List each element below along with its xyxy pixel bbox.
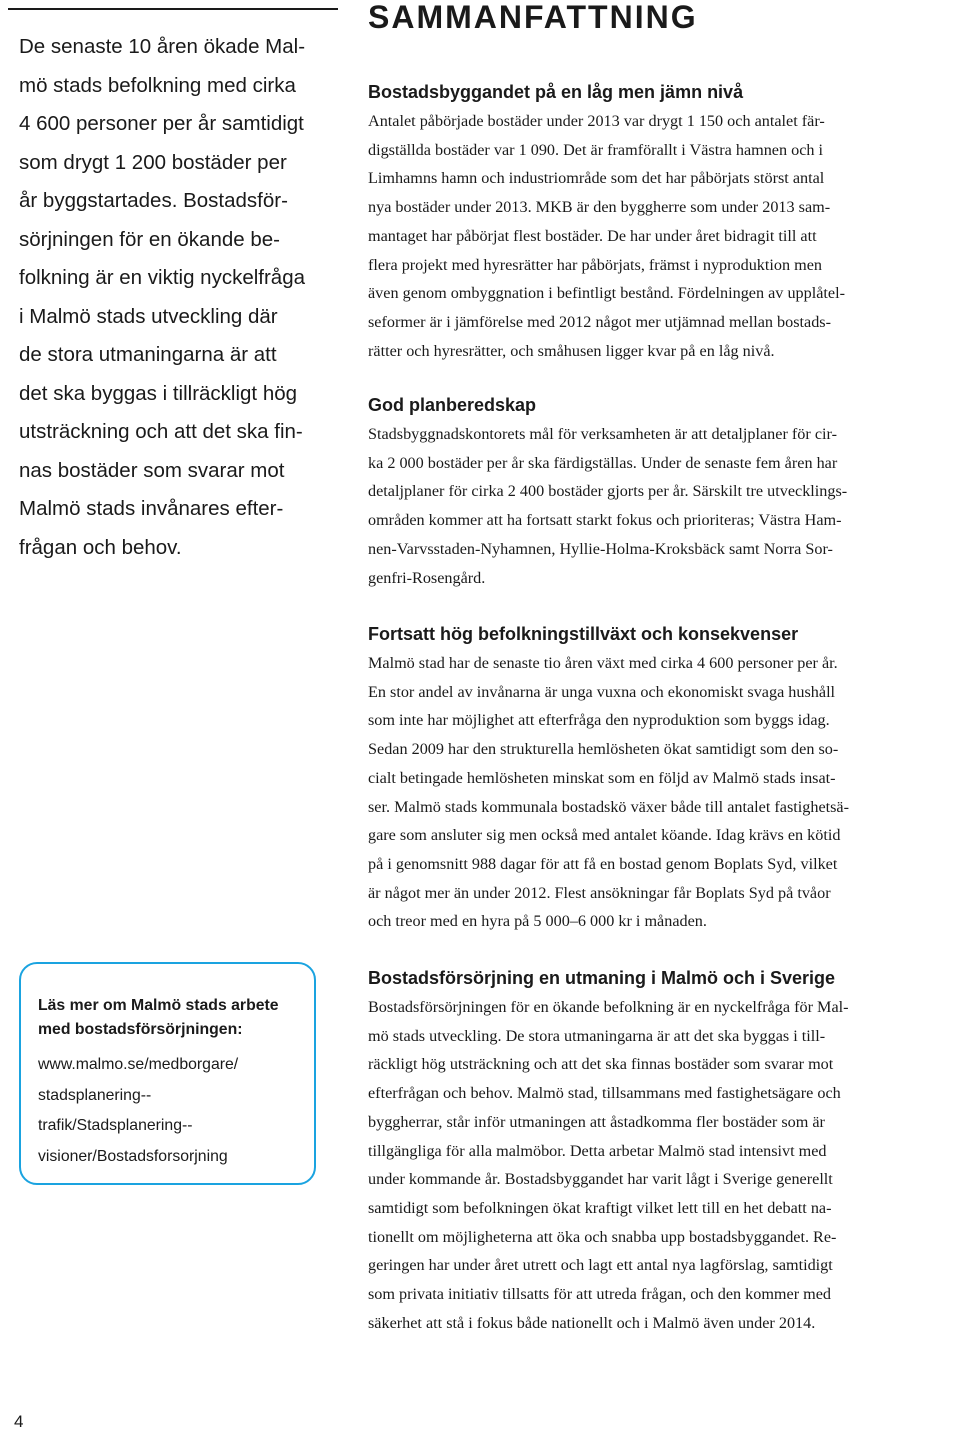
body-line: Limhamns hamn och industriområde som det har påbörjats störst antal xyxy=(368,169,825,188)
link-line[interactable]: stadsplanering-- xyxy=(38,1086,152,1104)
intro-line: Malmö stads invånares efter- xyxy=(19,497,284,520)
body-line: samtidigt som befolkningen ökat kraftigt vilket lett till en het debatt na- xyxy=(368,1198,832,1217)
page-number: 4 xyxy=(14,1412,24,1431)
body-line: nya bostäder under 2013. MKB är den byggherre som under 2013 sam- xyxy=(368,198,831,217)
body-line: Stadsbyggnadskontorets mål för verksamheten är att detaljplaner för cir- xyxy=(368,425,837,443)
body-line: seformer är i jämförelse med 2012 något mer utjämnad mellan bostads- xyxy=(368,312,831,331)
section-befolkningstillvaxt xyxy=(368,622,953,936)
body-line: detaljplaner för cirka 2 400 bostäder gjorts per år. Särskilt tre utvecklings- xyxy=(368,482,848,501)
body-line: tillgängliga för alla malmöbor. Detta arbetar Malmö stad intensivt med xyxy=(368,1141,827,1160)
body-line: räckligt hög utsträckning och att det ska finnas bostäder som svarar mot xyxy=(368,1055,834,1074)
body-line: ka 2 000 bostäder per år ska färdigställas. Under de senaste fem åren har xyxy=(368,453,838,472)
body-line: mantaget har påbörjat flest bostäder. De har under året bidragit till att xyxy=(368,226,817,245)
body-line: mö stads utveckling. De stora utmaningarna är att det ska byggas i till- xyxy=(368,1026,826,1045)
intro-line: de stora utmaningarna är att xyxy=(19,343,277,366)
body-line: Sedan 2009 har den strukturella hemlösheten ökat samtidigt som den so- xyxy=(368,740,839,759)
body-line: på i genomsnitt 988 dagar för att få en bostad genom Boplats Syd, vilket xyxy=(368,854,838,873)
read-more-title-line: med bostadsförsörjningen: xyxy=(38,1021,243,1038)
body-line: tionellt om möjligheterna att öka och snabba upp bostadsbyggandet. Re- xyxy=(368,1227,837,1246)
body-line: flera projekt med hyresrätter har påbörjats, främst i nyproduktion men xyxy=(368,255,823,274)
link-line[interactable]: visioner/Bostadsforsorjning xyxy=(38,1147,228,1165)
section-body xyxy=(368,993,953,1337)
section-title: Bostadsbyggandet på en låg men jämn nivå xyxy=(368,82,744,102)
page-title: SAMMANFATTNING xyxy=(368,0,698,35)
read-more-link[interactable] xyxy=(38,1050,300,1172)
body-line: rätter och hyresrätter, och småhusen ligger kvar på en låg nivå. xyxy=(368,341,775,360)
body-line: och treor med en hyra på 5 000–6 000 kr i månaden. xyxy=(368,912,707,931)
body-line: En stor andel av invånarna är unga vuxna och ekonomiskt svaga hushåll xyxy=(368,682,836,701)
top-rule xyxy=(8,8,338,10)
body-line: byggherrar, står inför utmaningen att åstadkomma fler bostäder som är xyxy=(368,1112,825,1131)
intro-line: det ska byggas i tillräckligt hög xyxy=(19,381,298,405)
body-line: som inte har möjlighet att efterfråga den nyproduktion som byggs idag. xyxy=(368,711,830,730)
intro-line: i Malmö stads utveckling där xyxy=(19,304,278,328)
intro-line: De senaste 10 åren ökade Mal- xyxy=(19,35,306,58)
intro-line: 4 600 personer per år samtidigt xyxy=(19,112,304,135)
section-title: God planberedskap xyxy=(368,395,537,415)
read-more-title xyxy=(38,994,300,1042)
section-body xyxy=(368,107,953,365)
body-line: cialt betingade hemlösheten minskat som en följd av Malmö stads insat- xyxy=(368,768,836,787)
intro-line: nas bostäder som svarar mot xyxy=(19,458,285,482)
body-line: är något mer än under 2012. Flest ansökningar får Boplats Syd på tvåor xyxy=(368,883,831,902)
body-line: som privata initiativ tillsatts för att utreda frågan, och den kommer med xyxy=(368,1285,832,1304)
section-title: Bostadsförsörjning en utmaning i Malmö och i Sverige xyxy=(368,968,836,988)
body-line: Antalet påbörjade bostäder under 2013 var drygt 1 150 och antalet fär- xyxy=(368,112,825,130)
body-line: även genom ombyggnation i befintligt bestånd. Fördelningen av upplåtel- xyxy=(368,284,845,303)
link-line[interactable]: trafik/Stadsplanering-- xyxy=(38,1117,193,1134)
read-more-box xyxy=(19,962,316,1185)
body-line: områden kommer att ha fortsatt starkt fokus och prioriteras; Västra Ham- xyxy=(368,511,842,530)
intro-line: sörjningen för en ökande be- xyxy=(19,227,280,251)
section-bostadsbyggandet xyxy=(368,80,953,365)
body-line: Malmö stad har de senaste tio åren växt med cirka 4 600 personer per år. xyxy=(368,654,838,672)
intro-line: utsträckning och att det ska fin- xyxy=(19,420,303,443)
body-line: efterfrågan och behov. Malmö stad, tillsammans med fastighetsägare och xyxy=(368,1084,841,1103)
body-line: genfri-Rosengård. xyxy=(368,568,486,587)
section-bostadsforsorjning xyxy=(368,966,953,1337)
body-line: säkerhet att stå i fokus både nationellt och i Malmö även under 2014. xyxy=(368,1313,816,1332)
section-body xyxy=(368,649,953,936)
body-line: under kommande år. Bostadsbyggandet har varit lågt i Sverige generellt xyxy=(368,1170,833,1189)
body-line: ser. Malmö stads kommunala bostadskö växer både till antalet fastighetsä- xyxy=(368,797,850,816)
section-planberedskap xyxy=(368,393,953,592)
intro-line: år byggstartades. Bostadsför- xyxy=(19,189,288,212)
intro-line: folkning är en viktig nyckelfråga xyxy=(19,266,306,289)
intro-line: mö stads befolkning med cirka xyxy=(19,73,296,97)
link-line[interactable]: www.malmo.se/medborgare/ xyxy=(38,1056,239,1073)
body-line: digställda bostäder var 1 090. Det är framförallt i Västra hamnen och i xyxy=(368,140,824,159)
body-line: Bostadsförsörjningen för en ökande befolkning är en nyckelfråga för Mal- xyxy=(368,998,849,1016)
section-body xyxy=(368,420,953,592)
body-line: nen-Varvsstaden-Nyhamnen, Hyllie-Holma-Kroksbäck samt Norra Sor- xyxy=(368,539,833,558)
section-title: Fortsatt hög befolkningstillväxt och konsekvenser xyxy=(368,624,799,644)
body-line: gare som ansluter sig men också med antalet köande. Idag krävs en kötid xyxy=(368,826,841,845)
intro-text xyxy=(19,28,344,567)
intro-line: frågan och behov. xyxy=(19,535,182,559)
read-more-title-line: Läs mer om Malmö stads arbete xyxy=(38,997,279,1014)
body-line: geringen har under året utrett och lagt ett antal nya lagförslag, samtidigt xyxy=(368,1256,833,1275)
intro-line: som drygt 1 200 bostäder per xyxy=(19,150,287,174)
